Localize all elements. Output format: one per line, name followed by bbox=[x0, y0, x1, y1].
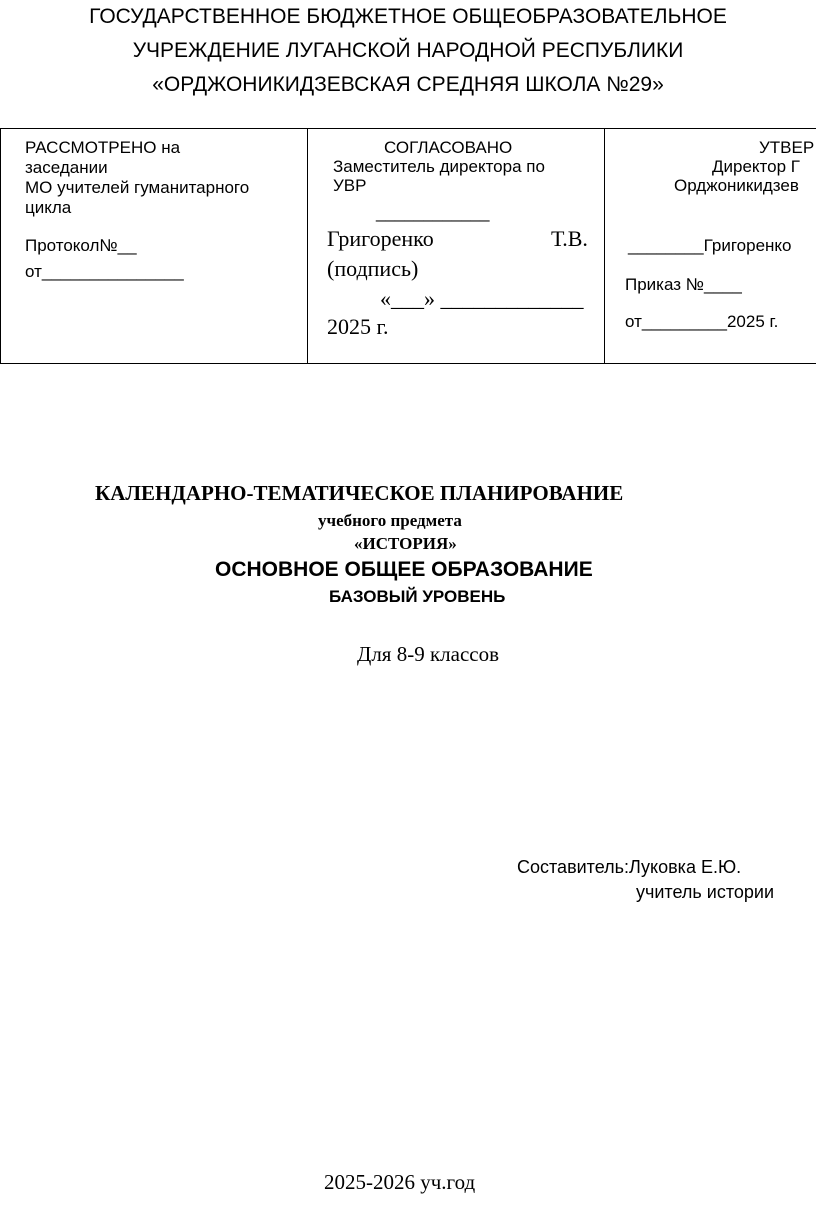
agreed-date-line: «___» _____________ bbox=[380, 286, 584, 311]
considered-line-3: МО учителей гуманитарного bbox=[25, 178, 250, 197]
considered-line-1: РАССМОТРЕНО на bbox=[25, 138, 181, 157]
agreed-signature-note: (подпись) bbox=[327, 256, 419, 281]
agreed-year: 2025 г. bbox=[327, 314, 389, 339]
school-name-line-3: «ОРДЖОНИКИДЗЕВСКАЯ СРЕДНЯЯ ШКОЛА №29» bbox=[152, 73, 664, 96]
table-divider-1 bbox=[307, 128, 308, 364]
school-name-line-1: ГОСУДАРСТВЕННОЕ БЮДЖЕТНОЕ ОБЩЕОБРАЗОВАТЕЛЬНОЕ bbox=[89, 5, 727, 28]
agreed-signer-name: Григоренко bbox=[327, 226, 434, 251]
approved-heading: УТВЕР bbox=[759, 138, 815, 157]
considered-line-2: заседании bbox=[25, 158, 108, 177]
document-title: КАЛЕНДАРНО-ТЕМАТИЧЕСКОЕ ПЛАНИРОВАНИЕ bbox=[95, 481, 624, 505]
approved-signature-line: ________Григоренко bbox=[628, 236, 792, 255]
approved-order: Приказ №____ bbox=[625, 275, 742, 294]
school-name-line-2: УЧРЕЖДЕНИЕ ЛУГАНСКОЙ НАРОДНОЙ РЕСПУБЛИКИ bbox=[132, 39, 684, 62]
academic-year: 2025-2026 уч.год bbox=[324, 1170, 476, 1194]
protocol-number: Протокол№__ bbox=[25, 236, 137, 255]
agreed-heading: СОГЛАСОВАНО bbox=[384, 138, 513, 157]
table-divider-2 bbox=[604, 128, 605, 364]
approved-line-1: Директор Г bbox=[712, 157, 800, 176]
agreed-signer-initials: Т.В. bbox=[551, 226, 588, 251]
agreed-line-2: УВР bbox=[333, 176, 367, 195]
agreed-signature-line: ____________ bbox=[376, 203, 490, 222]
protocol-date: от_______________ bbox=[25, 262, 184, 281]
subject-label: учебного предмета bbox=[318, 511, 462, 530]
subject-name: «ИСТОРИЯ» bbox=[354, 534, 457, 553]
author-position: учитель истории bbox=[636, 882, 774, 902]
approved-date: от_________2025 г. bbox=[625, 312, 779, 331]
education-level: ОСНОВНОЕ ОБЩЕЕ ОБРАЗОВАНИЕ bbox=[215, 558, 593, 581]
approved-line-2: Орджоникидзев bbox=[674, 176, 799, 195]
study-level: БАЗОВЫЙ УРОВЕНЬ bbox=[329, 587, 506, 606]
agreed-line-1: Заместитель директора по bbox=[333, 157, 545, 176]
considered-line-4: цикла bbox=[25, 198, 72, 217]
grades-note: Для 8-9 классов bbox=[357, 642, 500, 666]
author-name: Составитель:Луковка Е.Ю. bbox=[517, 857, 742, 877]
